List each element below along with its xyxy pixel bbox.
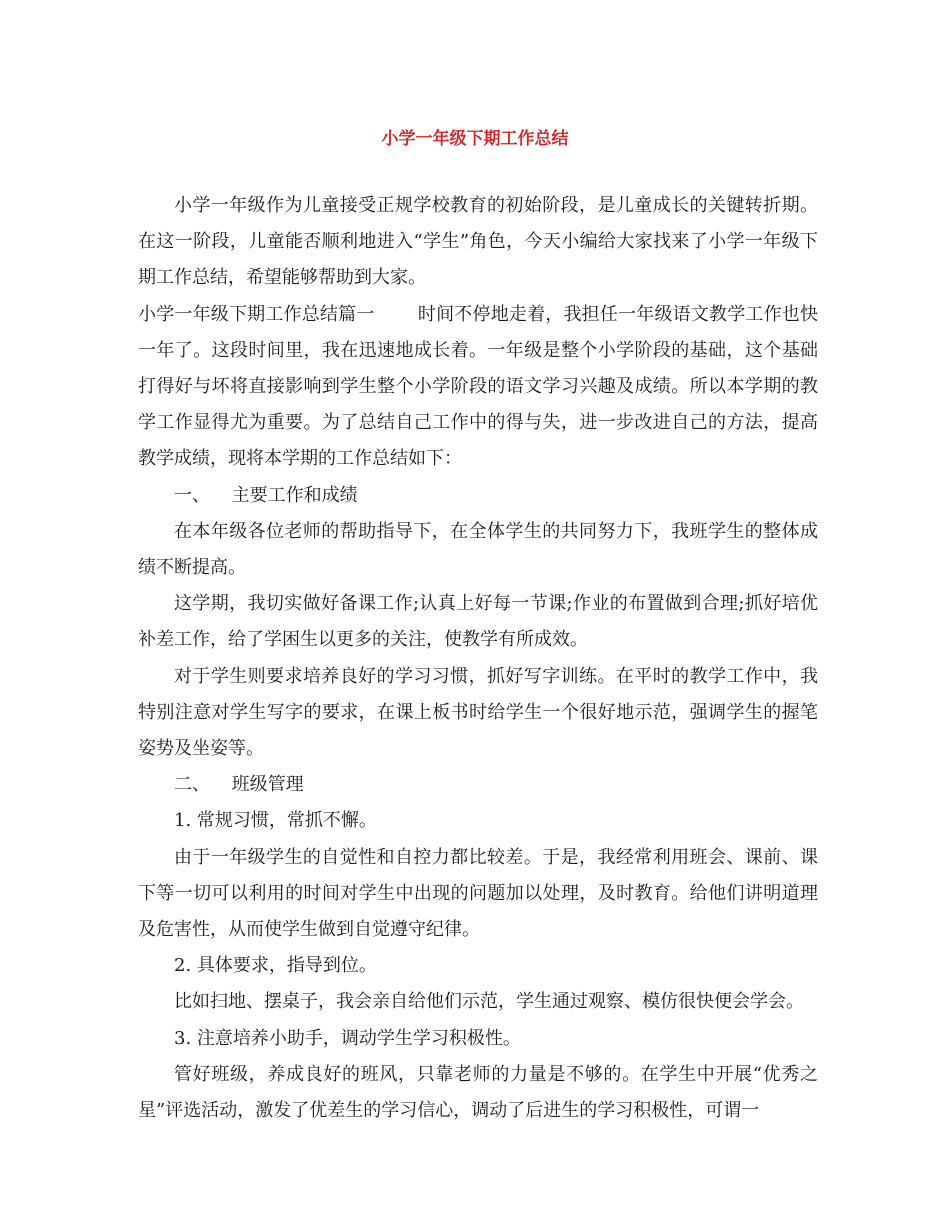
section-title: 主要工作和成绩 bbox=[231, 484, 358, 506]
section-number: 一、 bbox=[174, 484, 210, 506]
intro-paragraph: 小学一年级作为儿童接受正规学校教育的初始阶段，是儿童成长的关键转折期。在这一阶段，儿童能否顺利地进入“学生”角色，今天小编给大家找来了小学一年级下期工作总结，希望能够帮助到大家。 bbox=[138, 195, 818, 289]
section-heading-2 bbox=[138, 767, 818, 803]
section-heading-1 bbox=[138, 478, 818, 514]
article-opening bbox=[138, 297, 818, 478]
document-title: 小学一年级下期工作总结 bbox=[381, 129, 569, 149]
section-title: 班级管理 bbox=[231, 774, 304, 796]
article-lead: 时间不停地走着，我担任一年级语文教学工作也快一年了。这段时间里，我在迅速地成长着。一年级是整个小学阶段的基础，这个基础打得好与坏将直接影响到学生整个小学阶段的语文学习兴趣及成绩。所以本学期的教学工作显得尤为重要。为了总结自己工作中的得与失，进一步改进自己的方法，提高教学成绩，现将本学期的工作总结如下： bbox=[138, 303, 818, 470]
subitem-text-1: 由于一年级学生的自觉性和自控力都比较差。于是，我经常利用班会、课前、课下等一切可以利用的时间对学生中出现的问题加以处理，及时教育。给他们讲明道理及危害性，从而使学生做到自觉遵守纪律。 bbox=[138, 846, 818, 941]
section1-paragraph: 对于学生则要求培养良好的学习习惯，抓好写字训练。在平时的教学工作中，我特别注意对学生写字的要求，在课上板书时给学生一个很好地示范，强调学生的握笔姿势及坐姿等。 bbox=[138, 665, 818, 760]
subitem-title-1: 1. 常规习惯，常抓不懈。 bbox=[174, 810, 377, 832]
subitem-title-3: 3. 注意培养小助手，调动学生学习积极性。 bbox=[174, 1027, 521, 1049]
section1-paragraph: 在本年级各位老师的帮助指导下，在全体学生的共同努力下，我班学生的整体成绩不断提高。 bbox=[138, 520, 818, 579]
section1-paragraph: 这学期，我切实做好备课工作;认真上好每一节课;作业的布置做到合理;抓好培优补差工作，给了学困生以更多的关注，使教学有所成效。 bbox=[138, 593, 818, 651]
article-label: 小学一年级下期工作总结篇一 bbox=[138, 303, 375, 325]
subitem-text-2: 比如扫地、摆桌子，我会亲自给他们示范，学生通过观察、模仿很快便会学会。 bbox=[174, 991, 804, 1013]
subitem-text-3: 管好班级，养成良好的班风，只靠老师的力量是不够的。在学生中开展“优秀之星”评选活动，激发了优差生的学习信心，调动了后进生的学习积极性，可谓一 bbox=[138, 1063, 818, 1122]
subitem-title-2: 2. 具体要求，指导到位。 bbox=[174, 955, 377, 977]
section-number: 二、 bbox=[174, 774, 210, 796]
document-body bbox=[138, 188, 818, 1129]
